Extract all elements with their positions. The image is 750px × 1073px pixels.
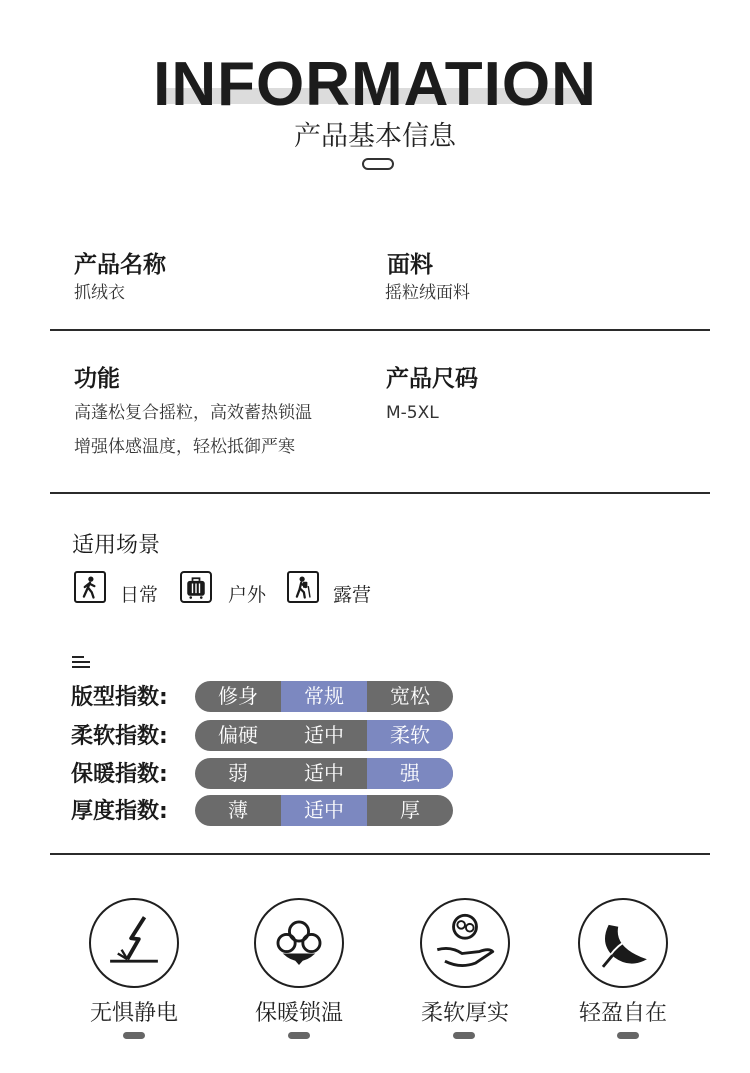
warmth-option-weak: 弱 [228, 761, 248, 785]
feature-label-lightweight: 轻盈自在 [578, 1001, 667, 1026]
softness-option-hard: 偏硬 [218, 723, 258, 747]
feather-icon [578, 898, 668, 988]
fit-index-bar [195, 681, 453, 712]
lightning-icon [89, 898, 179, 988]
thickness-option-thick: 厚 [400, 798, 420, 822]
thickness-index-bar [195, 795, 453, 826]
fit-option-regular: 常规 [281, 681, 367, 712]
page-title-en: INFORMATION [153, 50, 597, 119]
size-value: M-5XL [386, 403, 439, 423]
warmth-option-medium: 适中 [304, 761, 344, 785]
feature-dash-1 [123, 1032, 145, 1039]
softness-index-label: 柔软指数: [71, 724, 168, 749]
function-value-line2: 增强体感温度，轻松抵御严寒 [74, 437, 295, 457]
divider-1 [50, 329, 710, 331]
feature-dash-4 [617, 1032, 639, 1039]
scene-label-daily: 日常 [120, 584, 159, 606]
thickness-index-label: 厚度指数: [71, 799, 168, 824]
thickness-option-medium: 适中 [281, 795, 367, 826]
feature-label-antistatic: 无惧静电 [89, 1001, 178, 1026]
softness-option-medium: 适中 [304, 723, 344, 747]
scenes-title: 适用场景 [72, 533, 161, 558]
feature-dash-3 [453, 1032, 475, 1039]
hand-cotton-icon [420, 898, 510, 988]
divider-3 [50, 853, 710, 855]
thickness-option-thin: 薄 [228, 798, 248, 822]
warmth-option-strong: 强 [367, 758, 453, 789]
fit-index-label: 版型指数: [71, 685, 168, 710]
fit-option-slim: 修身 [218, 684, 258, 708]
feature-label-warmth: 保暖锁温 [254, 1001, 343, 1026]
fabric-value: 摇粒绒面料 [385, 283, 470, 303]
cotton-icon [254, 898, 344, 988]
walking-person-icon [74, 571, 106, 603]
luggage-icon [180, 571, 212, 603]
fabric-label: 面料 [387, 252, 433, 278]
warmth-index-label: 保暖指数: [71, 762, 168, 787]
scene-label-camping: 露营 [333, 584, 372, 606]
fit-option-loose: 宽松 [390, 684, 430, 708]
title-divider-pill [362, 158, 394, 170]
scene-label-outdoor: 户外 [228, 584, 267, 606]
hiker-icon [287, 571, 319, 603]
page-title-cn: 产品基本信息 [294, 121, 456, 152]
warmth-index-bar [195, 758, 453, 789]
size-label: 产品尺码 [386, 366, 478, 392]
function-label: 功能 [74, 366, 120, 392]
divider-2 [50, 492, 710, 494]
feature-label-soft-thick: 柔软厚实 [420, 1001, 509, 1026]
feature-dash-2 [288, 1032, 310, 1039]
product-name-label: 产品名称 [74, 252, 166, 278]
softness-index-bar [195, 720, 453, 751]
list-icon [72, 654, 92, 668]
product-name-value: 抓绒衣 [74, 283, 125, 303]
softness-option-soft: 柔软 [367, 720, 453, 751]
function-value-line1: 高蓬松复合摇粒，高效蓄热锁温 [74, 403, 312, 423]
